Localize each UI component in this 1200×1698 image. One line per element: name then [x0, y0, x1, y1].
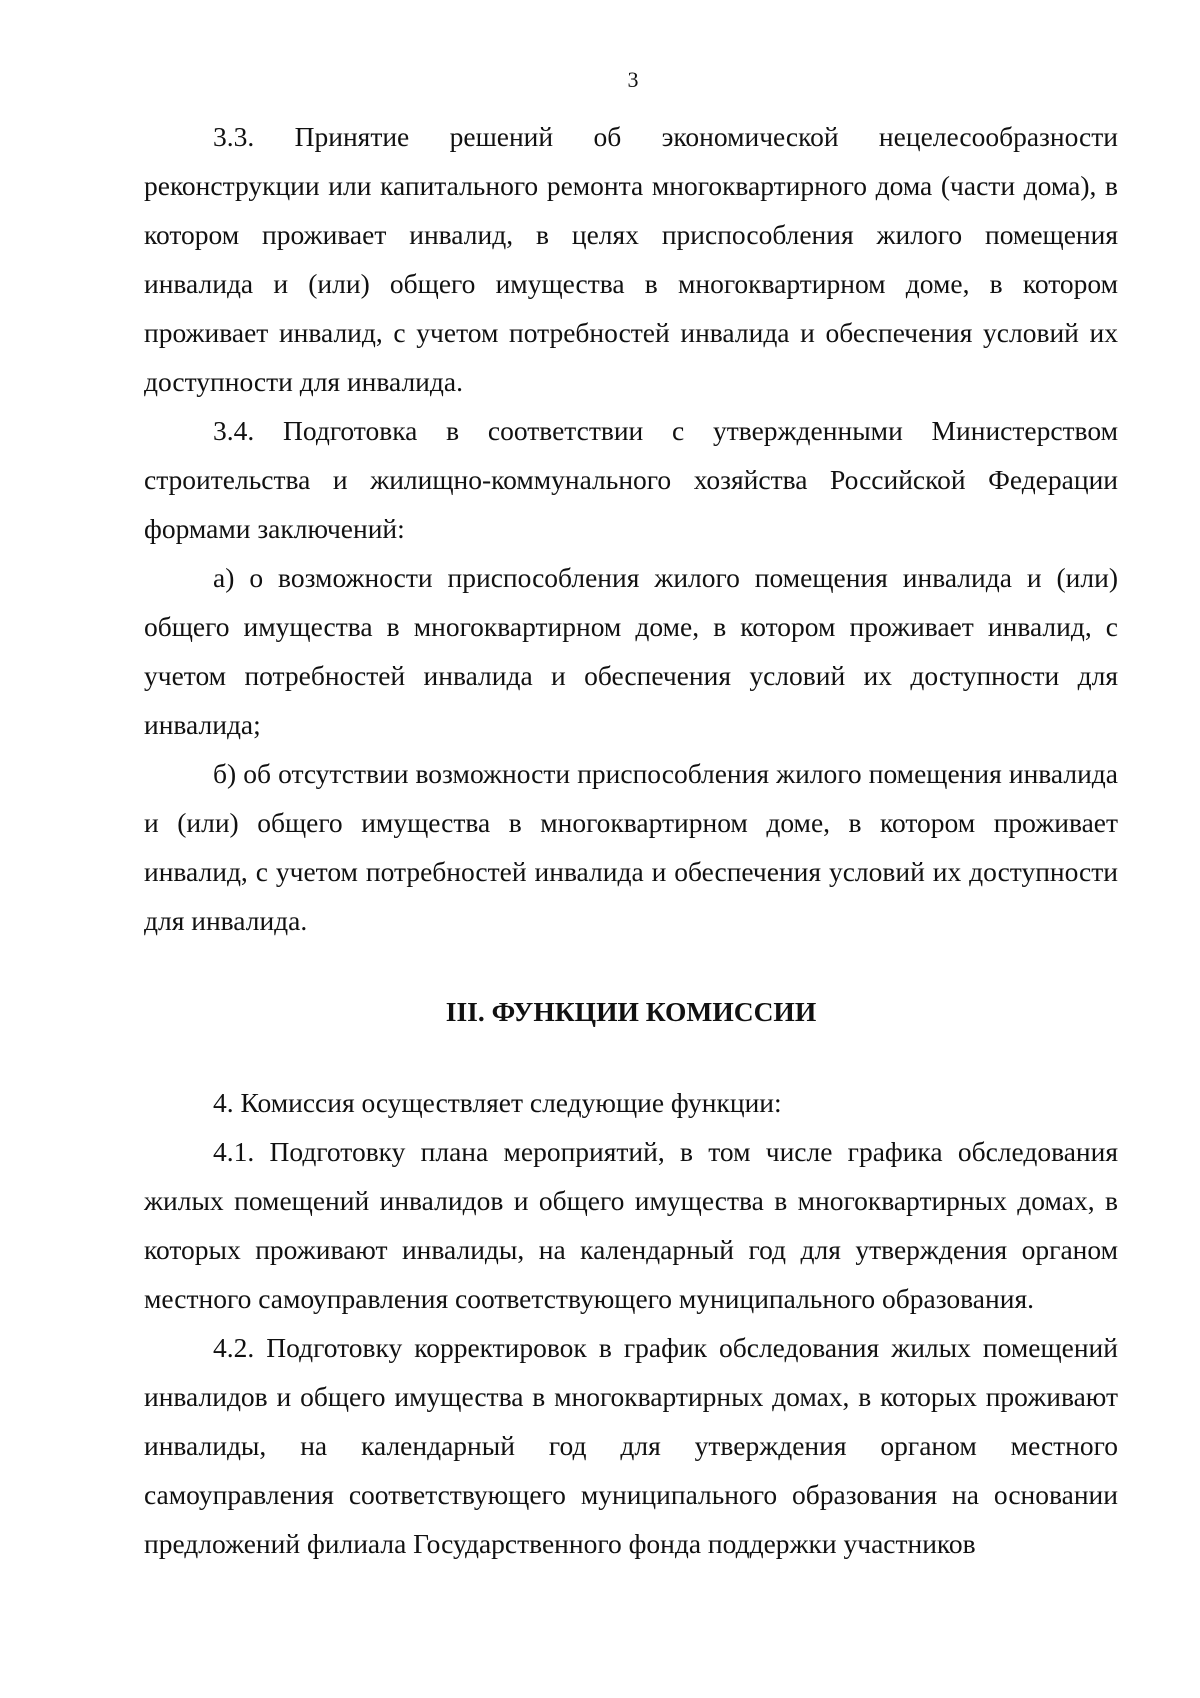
- paragraph-4-1: 4.1. Подготовку плана мероприятий, в том числе графика обследования жилых помещений инвалидов и общего имущества в многоквартирных домах, в которых проживают инвалиды, на календарный год для утверждения органом местного самоуправления соответствующего муниципального образования.: [144, 1136, 1118, 1314]
- section-spacer: [144, 945, 1118, 987]
- document-body: [144, 112, 1118, 1568]
- paragraph-3-3: 3.3. Принятие решений об экономической нецелесообразности реконструкции или капитального ремонта многоквартирного дома (части дома), в котором проживает инвалид, в целях приспособления жилого помещения инвалида и (или) общего имущества в многоквартирном доме, в котором проживает инвалид, с учетом потребностей инвалида и обеспечения условий их доступности для инвалида.: [144, 121, 1118, 397]
- paragraph-3-4: 3.4. Подготовка в соответствии с утвержденными Министерством строительства и жилищно-коммунального хозяйства Российской Федерации формами заключений:: [144, 415, 1118, 544]
- section-heading: III. ФУНКЦИИ КОМИССИИ: [445, 996, 817, 1027]
- section-spacer: [144, 1036, 1118, 1078]
- paragraph-3-4-b: б) об отсутствии возможности приспособления жилого помещения инвалида и (или) общего имущества в многоквартирном доме, в котором проживает инвалид, с учетом потребностей инвалида и обеспечения условий их доступности для инвалида.: [144, 758, 1118, 936]
- paragraph-3-4-a: а) о возможности приспособления жилого помещения инвалида и (или) общего имущества в многоквартирном доме, в котором проживает инвалид, с учетом потребностей инвалида и обеспечения условий их доступности для инвалида;: [144, 562, 1118, 740]
- paragraph-4-2: 4.2. Подготовку корректировок в график обследования жилых помещений инвалидов и общего имущества в многоквартирных домах, в которых проживают инвалиды, на календарный год для утверждения органом местного самоуправления соответствующего муниципального образования на основании предложений филиала Государственного фонда поддержки участников: [144, 1332, 1118, 1559]
- page-number: 3: [627, 67, 639, 92]
- paragraph-4: 4. Комиссия осуществляет следующие функции:: [213, 1087, 782, 1118]
